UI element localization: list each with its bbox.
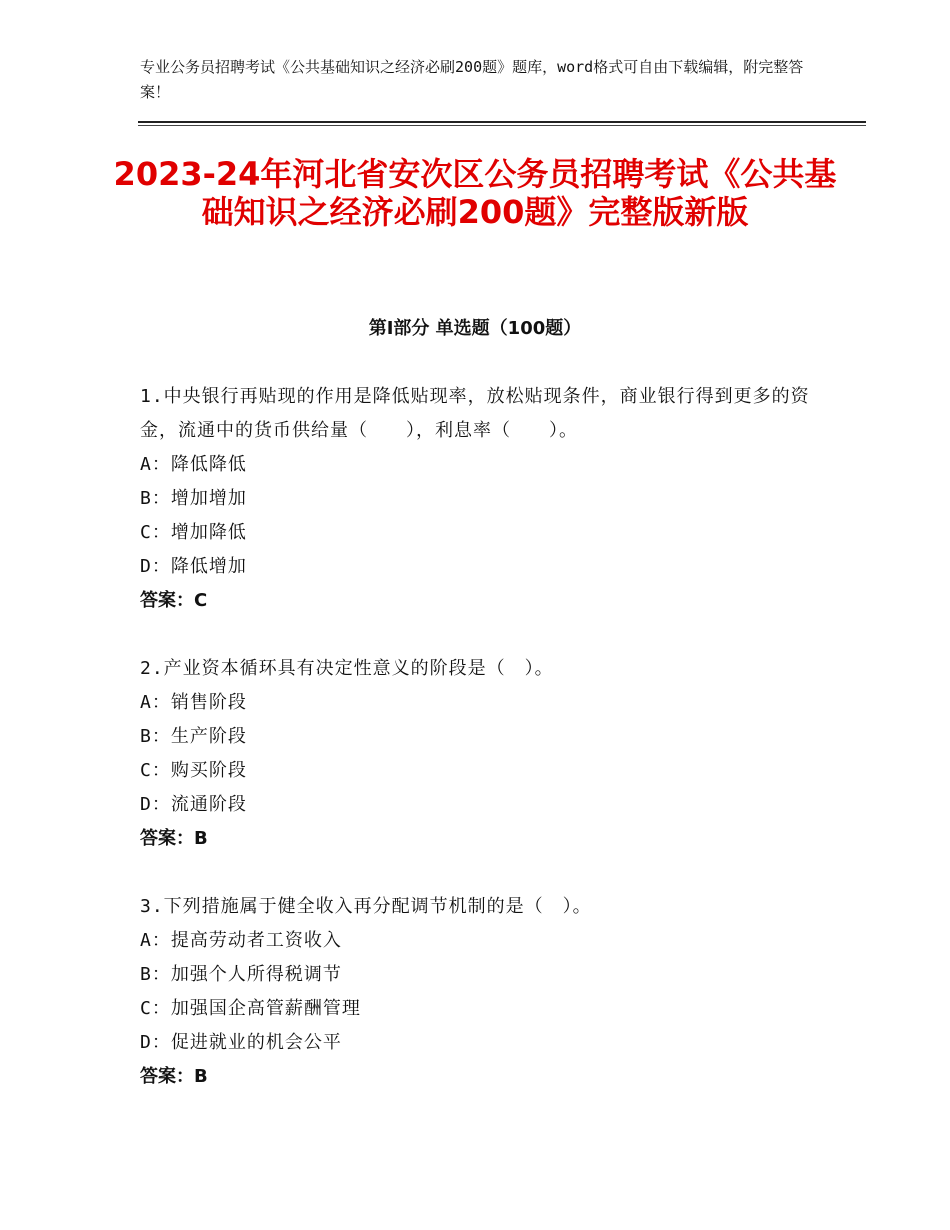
question-list bbox=[140, 380, 820, 1128]
option-c: C：增加降低 bbox=[140, 522, 247, 543]
answer-label: 答案：B bbox=[140, 1066, 208, 1087]
question-1 bbox=[140, 380, 820, 618]
option-c: C：加强国企高管薪酬管理 bbox=[140, 998, 361, 1019]
option-b: B：生产阶段 bbox=[140, 726, 247, 747]
option-a: A：提高劳动者工资收入 bbox=[140, 930, 342, 951]
option-b: B：增加增加 bbox=[140, 488, 247, 509]
option-b: B：加强个人所得税调节 bbox=[140, 964, 342, 985]
header-note: 专业公务员招聘考试《公共基础知识之经济必刷200题》题库，word格式可自由下载编辑，附完整答案！ bbox=[140, 58, 804, 101]
question-3 bbox=[140, 890, 820, 1094]
document-title: 2023-24年河北省安次区公务员招聘考试《公共基础知识之经济必刷200题》完整版新版 bbox=[113, 155, 837, 231]
answer-label: 答案：C bbox=[140, 590, 208, 611]
question-stem: 2.产业资本循环具有决定性意义的阶段是（ ）。 bbox=[140, 658, 554, 679]
option-d: D：降低增加 bbox=[140, 556, 247, 577]
option-a: A：降低降低 bbox=[140, 454, 247, 475]
option-c: C：购买阶段 bbox=[140, 760, 247, 781]
question-2 bbox=[140, 652, 820, 856]
option-a: A：销售阶段 bbox=[140, 692, 247, 713]
header-divider bbox=[138, 121, 866, 123]
answer-label: 答案：B bbox=[140, 828, 208, 849]
header-divider-thin bbox=[138, 125, 866, 126]
question-stem: 1.中央银行再贴现的作用是降低贴现率，放松贴现条件，商业银行得到更多的资金，流通中的货币供给量（ ），利息率（ ）。 bbox=[140, 386, 810, 441]
option-d: D：促进就业的机会公平 bbox=[140, 1032, 342, 1053]
section-heading: 第Ⅰ部分 单选题（100题） bbox=[368, 318, 582, 339]
question-stem: 3.下列措施属于健全收入再分配调节机制的是（ ）。 bbox=[140, 896, 592, 917]
option-d: D：流通阶段 bbox=[140, 794, 247, 815]
